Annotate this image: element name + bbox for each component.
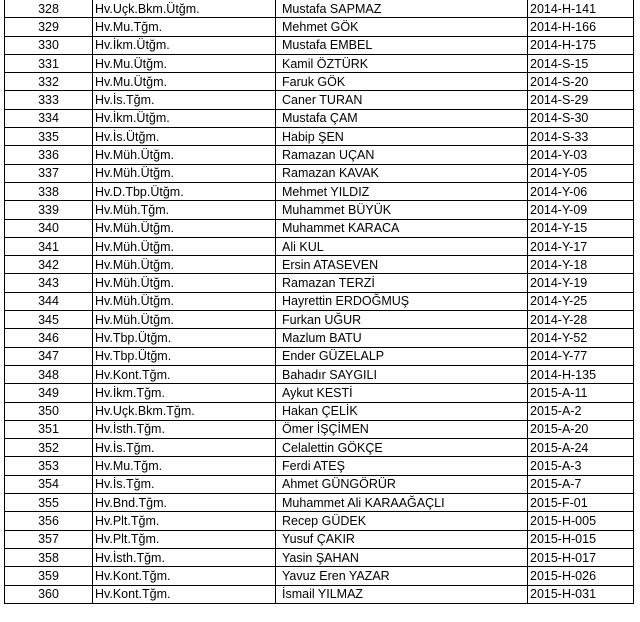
rank-cell: Hv.Uçk.Bkm.Ütğm. [93,0,276,18]
table-row [5,512,634,530]
row-number-cell: 330 [5,36,93,54]
code-cell: 2015-H-005 [528,512,634,530]
table-row [5,0,634,18]
row-number-cell: 341 [5,237,93,255]
rank-cell: Hv.Mu.Ütğm. [93,54,276,72]
name-cell: Muhammet BÜYÜK [276,201,528,219]
name-cell: Kamil ÖZTÜRK [276,54,528,72]
row-number-cell: 346 [5,329,93,347]
rank-cell: Hv.Plt.Tğm. [93,512,276,530]
code-cell: 2015-A-24 [528,439,634,457]
table-row [5,347,634,365]
row-number-cell: 359 [5,567,93,585]
name-cell: Ömer İŞÇİMEN [276,420,528,438]
name-cell: Hayrettin ERDOĞMUŞ [276,292,528,310]
row-number-cell: 334 [5,109,93,127]
table-row [5,548,634,566]
name-cell: Mazlum BATU [276,329,528,347]
rank-cell: Hv.Tbp.Ütğm. [93,347,276,365]
rank-cell: Hv.Müh.Ütğm. [93,219,276,237]
table-row [5,292,634,310]
code-cell: 2014-Y-03 [528,146,634,164]
row-number-cell: 336 [5,146,93,164]
rank-cell: Hv.İs.Ütğm. [93,128,276,146]
name-cell: Mustafa ÇAM [276,109,528,127]
table-row [5,274,634,292]
rank-cell: Hv.İs.Tğm. [93,475,276,493]
code-cell: 2014-S-30 [528,109,634,127]
name-cell: Ender GÜZELALP [276,347,528,365]
row-number-cell: 333 [5,91,93,109]
name-cell: Yasin ŞAHAN [276,548,528,566]
table-row [5,494,634,512]
code-cell: 2014-Y-77 [528,347,634,365]
code-cell: 2014-H-141 [528,0,634,18]
table-row [5,91,634,109]
row-number-cell: 355 [5,494,93,512]
row-number-cell: 343 [5,274,93,292]
rank-cell: Hv.İkm.Ütğm. [93,109,276,127]
row-number-cell: 356 [5,512,93,530]
name-cell: Ferdi ATEŞ [276,457,528,475]
table-row [5,18,634,36]
row-number-cell: 329 [5,18,93,36]
name-cell: Ahmet GÜNGÖRÜR [276,475,528,493]
name-cell: Ersin ATASEVEN [276,256,528,274]
rank-cell: Hv.Kont.Tğm. [93,567,276,585]
table-row [5,402,634,420]
name-cell: Recep GÜDEK [276,512,528,530]
rank-cell: Hv.İsth.Tğm. [93,548,276,566]
code-cell: 2014-Y-19 [528,274,634,292]
name-cell: Mehmet GÖK [276,18,528,36]
row-number-cell: 338 [5,182,93,200]
rank-cell: Hv.Müh.Ütğm. [93,237,276,255]
table-row [5,585,634,603]
code-cell: 2015-H-015 [528,530,634,548]
rank-cell: Hv.Müh.Ütğm. [93,292,276,310]
table-row [5,567,634,585]
code-cell: 2015-H-026 [528,567,634,585]
name-cell: Ramazan UÇAN [276,146,528,164]
rank-cell: Hv.Müh.Ütğm. [93,274,276,292]
row-number-cell: 353 [5,457,93,475]
code-cell: 2015-F-01 [528,494,634,512]
code-cell: 2014-Y-17 [528,237,634,255]
name-cell: Ramazan TERZİ [276,274,528,292]
row-number-cell: 342 [5,256,93,274]
table-row [5,384,634,402]
row-number-cell: 340 [5,219,93,237]
row-number-cell: 335 [5,128,93,146]
table-row [5,128,634,146]
name-cell: Furkan UĞUR [276,311,528,329]
rank-cell: Hv.İkm.Ütğm. [93,36,276,54]
code-cell: 2015-A-2 [528,402,634,420]
table-row [5,365,634,383]
table-row [5,73,634,91]
table-row [5,457,634,475]
name-cell: Mustafa EMBEL [276,36,528,54]
code-cell: 2015-H-017 [528,548,634,566]
code-cell: 2014-H-175 [528,36,634,54]
row-number-cell: 328 [5,0,93,18]
name-cell: Mustafa SAPMAZ [276,0,528,18]
table-row [5,36,634,54]
row-number-cell: 350 [5,402,93,420]
row-number-cell: 351 [5,420,93,438]
code-cell: 2015-A-7 [528,475,634,493]
name-cell: Hakan ÇELİK [276,402,528,420]
code-cell: 2014-S-33 [528,128,634,146]
name-cell: Celalettin GÖKÇE [276,439,528,457]
rank-cell: Hv.İs.Tğm. [93,91,276,109]
code-cell: 2014-Y-05 [528,164,634,182]
name-cell: Mehmet YILDIZ [276,182,528,200]
rank-cell: Hv.Müh.Ütğm. [93,164,276,182]
table-row [5,201,634,219]
code-cell: 2014-H-135 [528,365,634,383]
name-cell: Bahadır SAYGILI [276,365,528,383]
row-number-cell: 352 [5,439,93,457]
rank-cell: Hv.Mu.Ütğm. [93,73,276,91]
table-row [5,164,634,182]
rank-cell: Hv.Müh.Ütğm. [93,146,276,164]
rank-cell: Hv.Plt.Tğm. [93,530,276,548]
code-cell: 2014-Y-25 [528,292,634,310]
table-row [5,329,634,347]
code-cell: 2014-S-29 [528,91,634,109]
row-number-cell: 337 [5,164,93,182]
code-cell: 2015-A-11 [528,384,634,402]
rank-cell: Hv.İs.Tğm. [93,439,276,457]
rank-cell: Hv.İkm.Tğm. [93,384,276,402]
row-number-cell: 331 [5,54,93,72]
rank-cell: Hv.Kont.Tğm. [93,585,276,603]
rank-cell: Hv.Mu.Tğm. [93,457,276,475]
code-cell: 2014-S-15 [528,54,634,72]
rank-cell: Hv.Uçk.Bkm.Tğm. [93,402,276,420]
name-cell: Muhammet Ali KARAAĞAÇLI [276,494,528,512]
row-number-cell: 347 [5,347,93,365]
rank-cell: Hv.Müh.Ütğm. [93,256,276,274]
code-cell: 2015-A-20 [528,420,634,438]
code-cell: 2014-H-166 [528,18,634,36]
rank-cell: Hv.Bnd.Tğm. [93,494,276,512]
name-cell: Yavuz Eren YAZAR [276,567,528,585]
personnel-table [4,0,634,604]
rank-cell: Hv.D.Tbp.Ütğm. [93,182,276,200]
row-number-cell: 349 [5,384,93,402]
table-row [5,256,634,274]
table-row [5,109,634,127]
table-row [5,311,634,329]
name-cell: Ramazan KAVAK [276,164,528,182]
code-cell: 2014-Y-06 [528,182,634,200]
rank-cell: Hv.Müh.Ütğm. [93,311,276,329]
code-cell: 2015-A-3 [528,457,634,475]
table-row [5,182,634,200]
table-row [5,439,634,457]
name-cell: Ali KUL [276,237,528,255]
row-number-cell: 357 [5,530,93,548]
table-row [5,54,634,72]
rank-cell: Hv.İsth.Tğm. [93,420,276,438]
row-number-cell: 358 [5,548,93,566]
row-number-cell: 360 [5,585,93,603]
row-number-cell: 339 [5,201,93,219]
code-cell: 2014-Y-52 [528,329,634,347]
code-cell: 2014-S-20 [528,73,634,91]
name-cell: İsmail YILMAZ [276,585,528,603]
name-cell: Habip ŞEN [276,128,528,146]
name-cell: Yusuf ÇAKIR [276,530,528,548]
rank-cell: Hv.Müh.Tğm. [93,201,276,219]
code-cell: 2014-Y-28 [528,311,634,329]
table-row [5,475,634,493]
rank-cell: Hv.Tbp.Ütğm. [93,329,276,347]
table-row [5,530,634,548]
table-row [5,219,634,237]
table-row [5,237,634,255]
code-cell: 2014-Y-09 [528,201,634,219]
code-cell: 2014-Y-18 [528,256,634,274]
row-number-cell: 332 [5,73,93,91]
row-number-cell: 344 [5,292,93,310]
table-row [5,420,634,438]
name-cell: Muhammet KARACA [276,219,528,237]
table-row [5,146,634,164]
row-number-cell: 345 [5,311,93,329]
row-number-cell: 348 [5,365,93,383]
table-body [5,0,634,603]
rank-cell: Hv.Mu.Tğm. [93,18,276,36]
code-cell: 2014-Y-15 [528,219,634,237]
row-number-cell: 354 [5,475,93,493]
name-cell: Caner TURAN [276,91,528,109]
rank-cell: Hv.Kont.Tğm. [93,365,276,383]
code-cell: 2015-H-031 [528,585,634,603]
name-cell: Aykut KESTİ [276,384,528,402]
name-cell: Faruk GÖK [276,73,528,91]
